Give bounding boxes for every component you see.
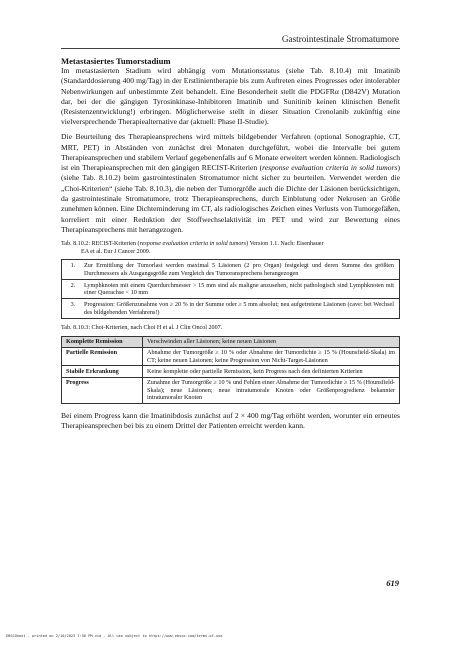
paragraph-2: [61, 132, 400, 235]
paragraph-2-part-c: ) (siehe Tab. 8.10.2) beim gastrointestinalen Stromatumor nicht sicher zu beurteilen. Verwendet werden die „Choi-Kriterien“ (siehe Tab. 8.10.3), die neben der Tumorgröße auch die Dichte der Läsionen berücksichtigen, da gastrointestinale Stromatumore, trotz Therapieansprechens, durch Einblutung oder Nekrosen an Größe zunehmen können. Eine Dichteminderung im CT, als radiologisches Zeichen eines Verlusts von Tumorgefäßen, korreliert mit einer Reduktion der Stoffwechselaktivität im PET und wird zur Bewertung eines Therapieansprechens mit herangezogen.: [61, 163, 400, 234]
page-body: [61, 56, 400, 436]
paragraph-2-part-a: Die Beurteilung des Therapieansprechens wird mittels bildgebender Verfahren (optional Sonographie, CT, MRT, PET) in Abständen von zunächst drei Monaten durchgeführt, wobei die Intervalle bei gutem Therapieansprechen und stabilem Verlauf gegebenenfalls auf 6 Monate erweitert werden können. Radiologisch ist ein Therapieansprechen mit den gängigen RECIST-Kriterien (: [61, 132, 400, 173]
running-header: Gastrointestinale Stromatumore: [281, 34, 399, 44]
choi-value: Abnahme der Tumorgröße ≥ 10 % oder Abnahme der Tumordichte ≥ 15 % (Hounsfield-Skala) im CT; keine neuen Läsionen; keine Progression von Nicht-Target-Läsionen: [143, 347, 400, 366]
recist-row-number: 3.: [70, 301, 76, 309]
header-rule: [61, 48, 400, 49]
choi-key: Stabile Erkrankung: [62, 366, 143, 377]
recist-table: [61, 259, 400, 319]
recist-row: [62, 280, 399, 300]
choi-row: [62, 347, 400, 366]
page-number: 619: [386, 578, 399, 588]
choi-value: Verschwinden aller Läsionen; keine neuen Läsionen: [143, 336, 400, 347]
paragraph-3: Bei einem Progress kann die Imatinibdosis zunächst auf 2 × 400 mg/Tag erhöht werden, worunter ein erneutes Therapieansprechen bei bis zu einem Drittel der Patienten erreicht werden kann.: [61, 410, 400, 430]
recist-row-text: Zur Ermittlung der Tumorlast werden maximal 5 Läsionen (2 pro Organ) festgelegt und deren Summe des größten Durchmessers als Ausgangsgröße zum Vergleich des Tumoransprechens herangezogen: [84, 262, 394, 277]
recist-row: [62, 260, 399, 280]
recist-row-number: 2.: [70, 281, 76, 289]
choi-value: Keine komplette oder partielle Remission, kein Progress nach den definierten Kriterien: [143, 366, 400, 377]
paragraph-1: Im metastasierten Stadium wird abhängig vom Mutationsstatus (siehe Tab. 8.10.4) mit Imatinib (Standarddosierung 400 mg/Tag) in der Erstlinientherapie bis zum Auftreten eines Progresses oder intolerabler Nebenwirkungen auf unbestimmte Zeit behandelt. Eine Besonderheit stellt die PDGFRα (D842V) Mutation dar, bei der die gängigen Tyrosinkinase-Inhibitoren Imatinib und Sunitinib keinen klinischen Benefit (Resistenzentwicklung!) erbringen. Möglicherweise stellt in dieser Situation Crenolanib zukünftig eine vielversprechende Therapiealternative dar (aktuell: Phase II-Studie).: [61, 66, 400, 127]
choi-row: [62, 366, 400, 377]
recist-row: [62, 299, 399, 318]
recist-row-text: Lymphknoten mit einem Querdurchmesser > 15 mm sind als maligne anzusehen, nicht pathologisch sind Lymphknoten mit einer Querachse < 10 mm: [84, 281, 394, 297]
choi-row: [62, 377, 400, 403]
choi-key: Partielle Remission: [62, 347, 143, 366]
paragraph-2-italic: response evaluation criteria in solid tumors: [262, 163, 398, 173]
recist-row-text: Progression: Größenzunahme von ≥ 20 % in der Summe oder ≥ 5 mm absolut; neu aufgetretene Läsionen (cave: bei Wechsel des bildgebenden Verfahrens!): [84, 301, 394, 316]
choi-key: Komplette Remission: [62, 336, 143, 347]
recist-row-number: 1.: [70, 262, 76, 270]
choi-value: Zunahme der Tumorgröße ≥ 10 % und Fehlen einer Abnahme der Tumordichte ≥ 15 % (Hounsfield-Skala); neue Läsionen; neue intratumorale Knoten oder Größenprogredienz bekannter intratumoraler Knoten: [143, 377, 400, 403]
choi-table: [61, 336, 400, 404]
choi-row: [62, 336, 400, 347]
section-title: Metastasiertes Tumorstadium: [61, 56, 171, 66]
footer-notice: EBSCOhost - printed on 2/10/2023 7:56 PM via . All use subject to https://www.ebsco.com/terms-of-use: [6, 634, 223, 638]
table-1-caption: Tab. 8.10.2: RECIST-Kriterien (response evaluation criteria in solid tumors) Version 1.1. Nach: Eisenhauer EA et al. Eur J Cancer 2009.: [61, 241, 324, 255]
choi-key: Progress: [62, 377, 143, 403]
table-2-caption: Tab. 8.10.3: Choi-Kriterien, nach Choi H et al. J Clin Oncol 2007.: [61, 325, 223, 332]
